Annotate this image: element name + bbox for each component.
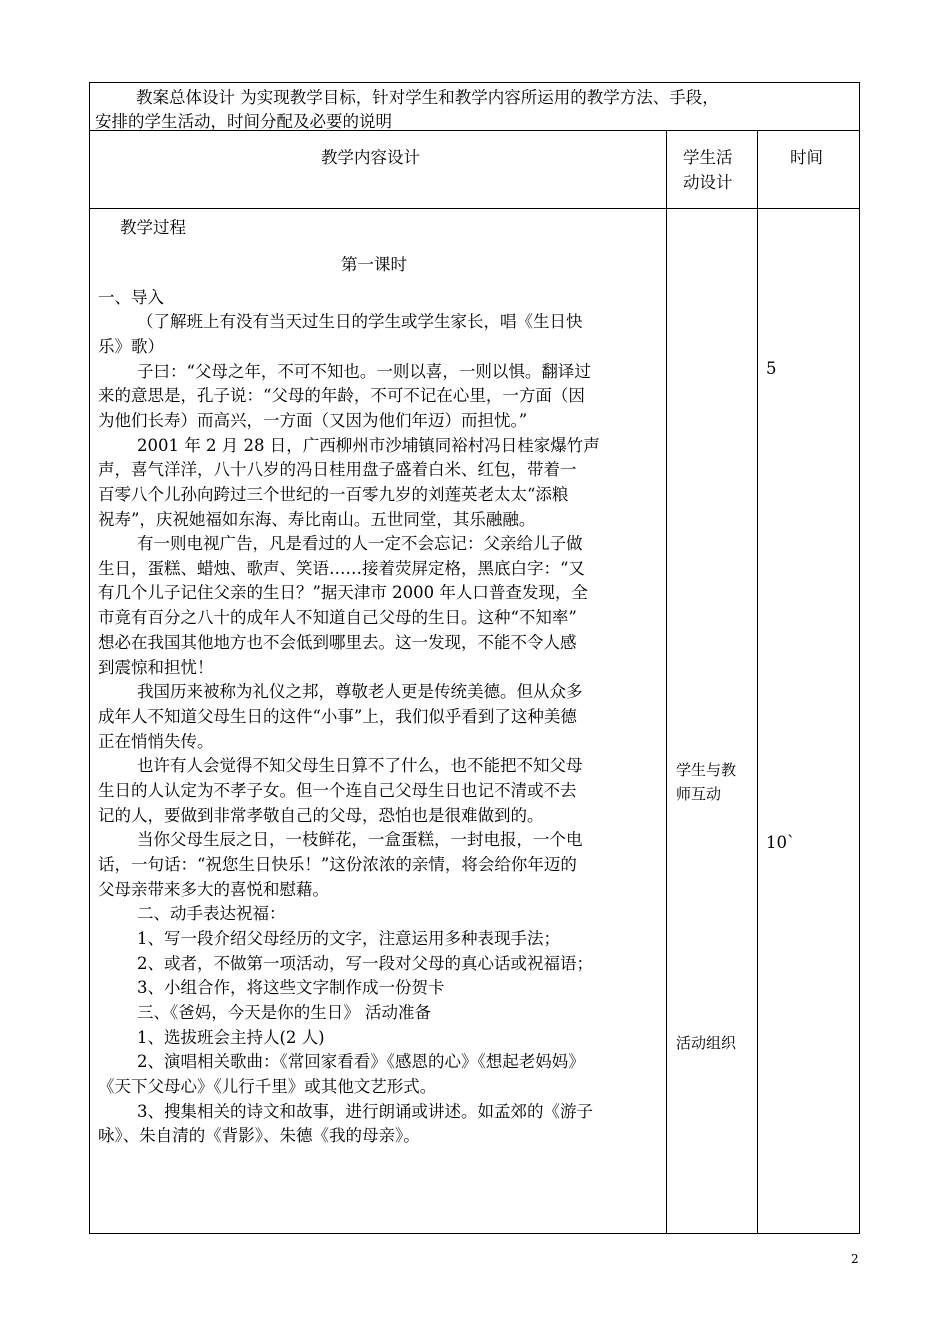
activity-organization: 活动组织 bbox=[676, 1034, 737, 1052]
column-divider-activity bbox=[666, 131, 667, 1233]
column-header-activity-line-2: 动设计 bbox=[683, 173, 733, 192]
body-line: 父母亲带来多大的喜悦和慰藉。 bbox=[98, 880, 329, 899]
body-line: 声，喜气洋洋，八十八岁的冯日桂用盘子盛着白米、红包，带着一 bbox=[98, 460, 577, 479]
body-line: 市竟有百分之八十的成年人不知道自己父母的生日。这种“不知率” bbox=[98, 608, 577, 627]
column-header-time: 时间 bbox=[790, 148, 823, 167]
body-line: 1、选拔班会主持人(2 人) bbox=[137, 1028, 325, 1047]
section-title: 教学过程 bbox=[120, 218, 186, 237]
body-line: 乐》歌） bbox=[98, 337, 164, 356]
page-number: 2 bbox=[851, 1252, 859, 1266]
body-line: 一、导入 bbox=[98, 288, 164, 307]
body-line: （了解班上有没有当天过生日的学生或学生家长，唱《生日快 bbox=[137, 312, 583, 331]
body-line: 2、演唱相关歌曲：《常回家看看》《感恩的心》《想起老妈妈》 bbox=[137, 1052, 585, 1071]
body-line: 2001 年 2 月 28 日，广西柳州市沙埔镇同裕村冯日桂家爆竹声 bbox=[137, 436, 600, 455]
body-line: 3、小组合作，将这些文字制作成一份贺卡 bbox=[137, 978, 445, 997]
body-line: 为他们长寿）而高兴，一方面（又因为他们年迈）而担忧。” bbox=[98, 411, 528, 430]
body-line: 祝寿”，庆祝她福如东海、寿比南山。五世同堂，其乐融融。 bbox=[98, 510, 536, 529]
body-line: 话，一句话：“祝您生日快乐！”这份浓浓的亲情，将会给你年迈的 bbox=[98, 855, 577, 874]
time-value-1: 5 bbox=[766, 359, 777, 378]
body-line: 1、写一段介绍父母经历的文字，注意运用多种表现手法； bbox=[137, 929, 560, 948]
body-line: 百零八个儿孙向跨过三个世纪的一百零九岁的刘莲英老太太“添粮 bbox=[98, 485, 569, 504]
body-line: 有几个儿子记住父亲的生日？”据天津市 2000 年人口普查发现，全 bbox=[98, 583, 588, 602]
body-line: 来的意思是，孔子说：“父母的年龄，不可不记在心里，一方面（因 bbox=[98, 386, 585, 405]
time-value-2: 10` bbox=[766, 833, 796, 852]
body-line: 3、搜集相关的诗文和故事，进行朗诵或讲述。如孟郊的《游子 bbox=[137, 1102, 593, 1121]
lesson-title: 第一课时 bbox=[341, 255, 407, 274]
column-header-content: 教学内容设计 bbox=[321, 148, 420, 167]
body-line: 也许有人会觉得不知父母生日算不了什么，也不能把不知父母 bbox=[137, 756, 583, 775]
body-line: 我国历来被称为礼仪之邦，尊敬老人更是传统美德。但从众多 bbox=[137, 682, 583, 701]
body-line: 到震惊和担忧！ bbox=[98, 658, 214, 677]
body-line: 成年人不知道父母生日的这件“小事”上，我们似乎看到了这种美德 bbox=[98, 707, 577, 726]
activity-interaction-line-2: 师互动 bbox=[676, 785, 722, 803]
header-line-2: 安排的学生活动，时间分配及必要的说明 bbox=[95, 112, 392, 131]
body-line: 正在悄悄失传。 bbox=[98, 732, 214, 751]
body-line: 当你父母生辰之日，一枝鲜花，一盒蛋糕，一封电报，一个电 bbox=[137, 830, 583, 849]
body-line: 咏》、朱自清的《背影》、朱德《我的母亲》。 bbox=[98, 1126, 420, 1145]
body-line: 有一则电视广告，凡是看过的人一定不会忘记：父亲给儿子做 bbox=[137, 534, 583, 553]
body-line: 子曰：“父母之年，不可不知也。一则以喜，一则以惧。翻译过 bbox=[137, 362, 591, 381]
body-line: 生日，蛋糕、蜡烛、歌声、笑语……接着荧屏定格，黑底白字：“又 bbox=[98, 559, 585, 578]
column-divider-time bbox=[757, 131, 758, 1233]
body-line: 二、动手表达祝福： bbox=[137, 904, 286, 923]
row-divider-columns bbox=[90, 208, 859, 209]
body-line: 2、或者，不做第一项活动，写一段对父母的真心话或祝福语； bbox=[137, 954, 593, 973]
body-line: 想必在我国其他地方也不会低到哪里去。这一发现，不能不令人感 bbox=[98, 633, 577, 652]
body-line: 记的人，要做到非常孝敬自己的父母，恐怕也是很难做到的。 bbox=[98, 806, 544, 825]
column-header-activity-line-1: 学生活 bbox=[683, 148, 733, 167]
activity-interaction-line-1: 学生与教 bbox=[676, 761, 737, 779]
body-line: 《天下父母心》《儿行千里》或其他文艺形式。 bbox=[98, 1077, 437, 1096]
body-line: 生日的人认定为不孝子女。但一个连自己父母生日也记不清或不去 bbox=[98, 781, 577, 800]
body-line: 三、《爸妈，今天是你的生日》 活动准备 bbox=[137, 1003, 431, 1022]
header-line-1: 教案总体设计 为实现教学目标，针对学生和教学内容所运用的教学方法、手段， bbox=[136, 88, 719, 107]
